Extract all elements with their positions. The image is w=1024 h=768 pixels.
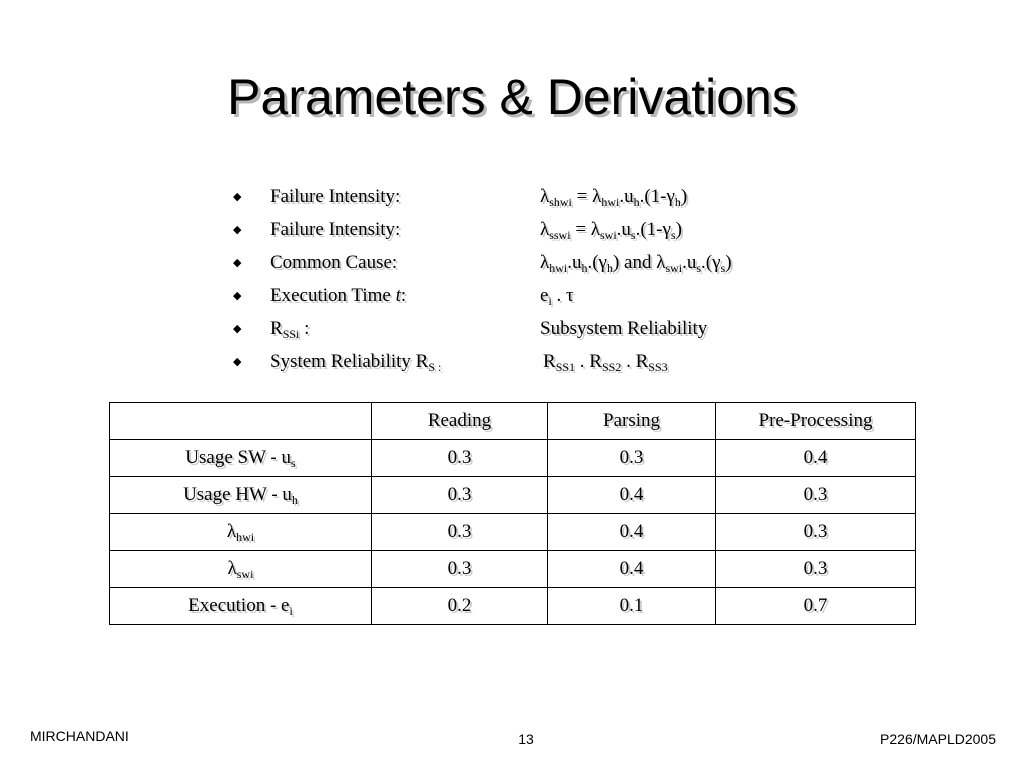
value-cell: 0.4 [548,551,716,588]
value-cell: 0.3 [372,440,548,477]
bullet-label [270,285,406,307]
text-fragment: .(γ [587,252,607,273]
text-fragment: ) [725,252,732,273]
text-fragment: λ [540,219,550,240]
subscript-text: h [291,493,298,507]
bullet-label [270,318,309,340]
row-label-cell [110,477,372,514]
subscript-text: h [633,195,640,209]
subscript-text: s [291,456,296,470]
diamond-bullet-icon: ◆ [233,356,242,368]
value-cell: 0.3 [372,514,548,551]
slide-title: Parameters & Derivations [227,69,797,125]
bullet-item [230,252,790,285]
text-fragment: : [400,285,407,306]
value-cell: 0.3 [716,477,916,514]
subscript-text: s [720,261,726,275]
diamond-bullet-icon: ◆ [233,290,242,302]
footer-page-number: 13 [518,731,534,747]
subscript-text: SS1 [555,360,576,374]
text-fragment: ) and λ [612,252,666,273]
value-cell: 0.3 [372,551,548,588]
subscript-text: swi [236,567,254,581]
subscript-text: hwi [601,195,620,209]
bullet-list [230,186,790,384]
text-fragment: R [270,318,283,339]
bullet-item [230,285,790,318]
subscript-text: hwi [549,261,568,275]
text-fragment: = λ [570,219,600,240]
text-fragment: λ [540,252,550,273]
text-fragment: .(γ [701,252,721,273]
subscript-text: i [289,604,293,618]
bullet-formula [540,285,574,307]
diamond-bullet-icon: ◆ [233,224,242,236]
bullet-formula [540,252,732,274]
subscript-text: S : [428,360,442,374]
subscript-text: SS3 [648,360,668,374]
table-header-cell [110,403,372,440]
bullet-item [230,219,790,252]
subscript-text: s [630,228,636,242]
subscript-text: h [674,195,681,209]
bullet-label: Common Cause: [270,252,398,273]
text-fragment: : [299,318,310,339]
text-fragment: .(1-γ [639,186,675,207]
row-label-cell [110,440,372,477]
bullet-item [230,186,790,219]
text-fragment: R [543,351,556,372]
subscript-text: s [670,228,676,242]
bullet-label: Failure Intensity: [270,219,401,240]
subscript-text: i [548,294,552,308]
subscript-text: s [696,261,702,275]
value-cell: 0.3 [716,514,916,551]
text-fragment: Usage SW - u [185,447,292,468]
text-fragment: .u [619,186,634,207]
row-label-cell [110,514,372,551]
text-fragment: λ [540,186,550,207]
subscript-text: hwi [236,530,255,544]
table-header-cell: Pre-Processing [716,403,916,440]
text-fragment: .u [682,252,697,273]
subscript-text: h [606,261,613,275]
text-fragment: ) [680,186,688,207]
value-cell: 0.3 [548,440,716,477]
footer-reference: P226/MAPLD2005 [880,731,996,747]
bullet-item [230,351,790,384]
bullet-formula [540,318,707,340]
subscript-text: sswi [549,228,571,242]
text-fragment: . τ [551,285,574,306]
subscript-text: swi [600,228,617,242]
text-fragment: Subsystem Reliability [540,318,708,339]
text-fragment: λ [227,558,237,579]
text-fragment: .u [567,252,582,273]
diamond-bullet-icon: ◆ [233,191,242,203]
text-fragment: λ [226,521,237,542]
text-fragment: .(1-γ [635,219,671,240]
subscript-text: shwi [549,195,572,209]
row-label-cell [110,551,372,588]
text-fragment: = λ [571,186,602,207]
table-row [110,477,916,514]
subscript-text: SS2 [601,360,622,374]
value-cell: 0.1 [548,588,716,625]
text-fragment: .u [616,219,631,240]
text-fragment: ) [675,219,682,240]
table-header-row [110,403,916,440]
table-header-cell: Reading [372,403,548,440]
bullet-label [270,351,441,373]
text-fragment: Execution Time [270,285,396,306]
value-cell: 0.4 [716,440,916,477]
value-cell: 0.7 [716,588,916,625]
subscript-text: swi [665,261,683,275]
table-header-cell: Parsing [548,403,716,440]
text-fragment: Usage HW - u [183,484,292,505]
table-row [110,588,916,625]
value-cell: 0.4 [548,514,716,551]
text-fragment: e [540,285,549,306]
bullet-formula [540,219,682,241]
text-fragment: . R [621,351,649,372]
subscript-text: h [581,261,588,275]
table-row [110,440,916,477]
value-cell: 0.3 [372,477,548,514]
table-row [110,551,916,588]
row-label-cell [110,588,372,625]
text-fragment: System Reliability R [270,351,429,372]
subscript-text: SSi [282,327,300,341]
text-fragment: Execution - e [188,595,290,616]
text-fragment: t [395,285,401,306]
text-fragment: . R [575,351,602,372]
value-cell: 0.3 [716,551,916,588]
bullet-item [230,318,790,351]
bullet-formula [543,351,668,373]
value-cell: 0.2 [372,588,548,625]
value-cell: 0.4 [548,477,716,514]
diamond-bullet-icon: ◆ [233,257,242,269]
bullet-label: Failure Intensity: [270,186,401,207]
footer-author: MIRCHANDANI [30,728,129,744]
bullet-formula [540,186,687,208]
table-row [110,514,916,551]
parameter-table [109,402,916,625]
diamond-bullet-icon: ◆ [233,323,242,335]
